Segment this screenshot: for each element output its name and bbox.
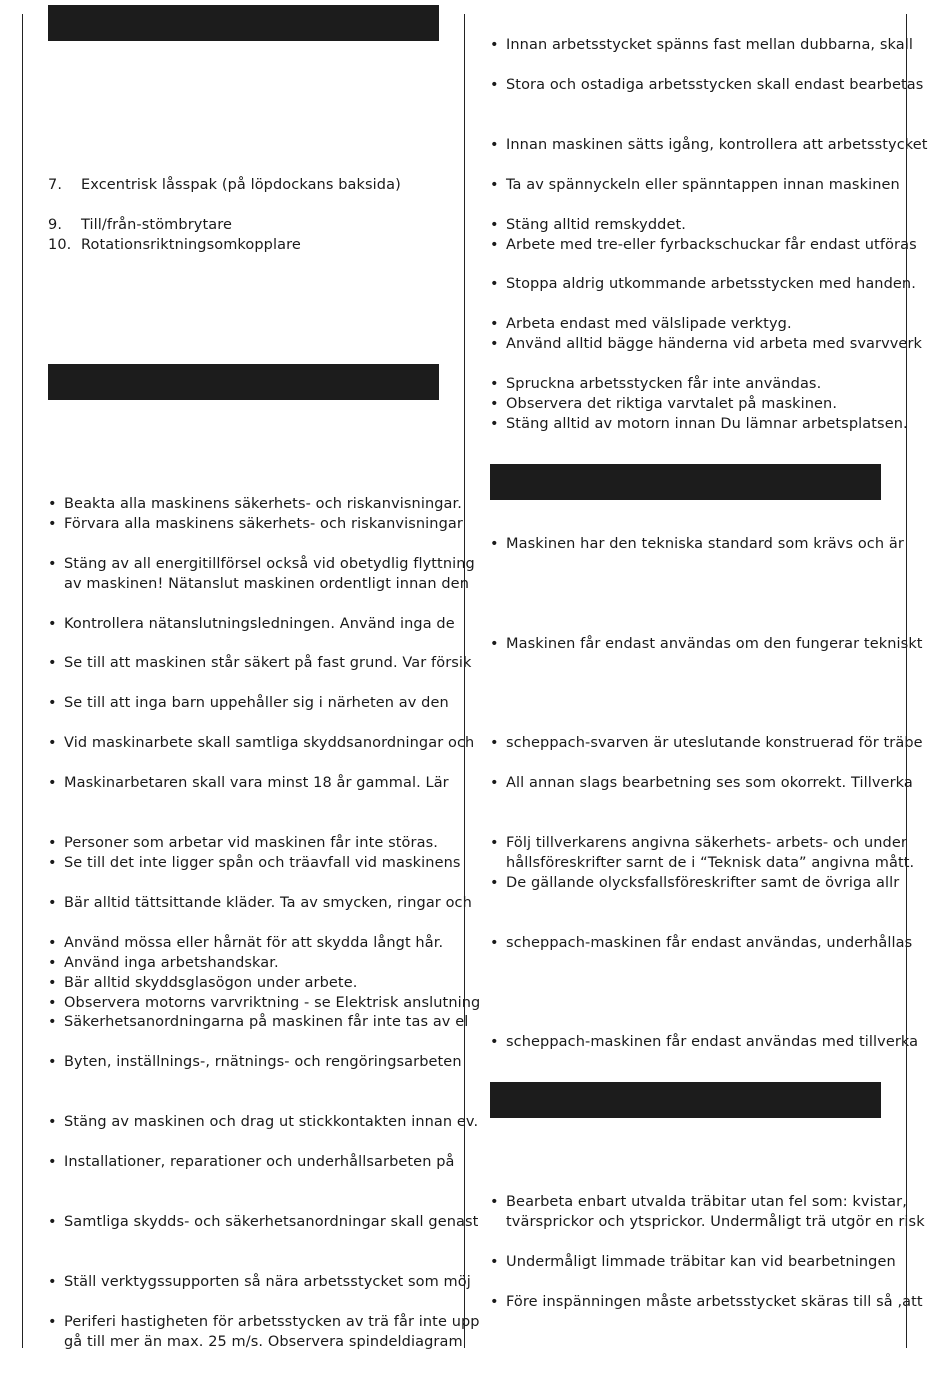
right-column: • Innan arbetsstycket spänns fast mellan dubbarna, skall • Stora och ostadiga arbetsstycken skall endast bearbetas • Innan maskinen sätts igång, kontrollera att arbetsstycket • Ta av spännyckeln eller spänntappen innan maskinen • Stäng alltid remskyddet. • Arbete med tre-eller fyrbackschuckar får endast utföras • Stoppa aldrig utkommande arbetsstycken med handen. • Arbeta endast med välslipade verktyg. • Använd alltid bägge händerna vid arbeta med svarvverk • Spruckna arbetsstycken får inte användas. • Observera det riktiga varvtalet på maskinen. • Stäng alltid av motorn innan Du lämnar arbetsplatsen. • Maskinen har den tekniska standard som krävs och är • Maskinen får endast användas om den fungerar tekniskt • scheppach-svarven är uteslutande konstruerad för träbe • All annan slags bearbetning ses som okorrekt. Tillverka • Följ tillverkarens angivna säkerhets- arbets- och under hållsföreskrifter sarnt de i “Teknisk data” angivna mått. • De gällande olycksfallsföreskrifter samt de övriga allr • scheppach-maskinen får endast användas, underhållas • scheppach-maskinen får endast användas med tillverka • Bearbeta enbart utvalda träbitar utan fel som: kvistar, tvärsprickor och ytsprickor. Undermåligt trä utgör en risk • Undermåligt limmade träbitar kan vid bearbetningen • Före inspänningen måste arbetsstycket skäras till så ,att: [490, 37, 928, 1310]
item-text: Rotationsriktningsomkopplare: [81, 237, 301, 253]
right-margin-rule: [906, 14, 907, 1348]
left-margin-rule: [22, 14, 23, 1348]
column-divider: [464, 14, 465, 1348]
item-number: 7.: [48, 177, 63, 193]
item-text: Excentrisk låsspak (på löpdockans baksida): [81, 177, 401, 193]
item-number: 10.: [48, 237, 72, 253]
item-number: 9.: [48, 217, 63, 233]
left-column: 7. Excentrisk låsspak (på löpdockans baksida) 9. Till/från-stömbrytare 10. Rotationsriktningsomkopplare • Beakta alla maskinens säkerhets- och riskanvisningar. • Förvara alla maskinens säkerhets- och riskanvisningar • Stäng av all energitillförsel också vid obetydlig flyttning av maskinen! Nätanslut maskinen ordentligt innan den • Kontrollera nätanslutningsledningen. Använd inga de • Se till att maskinen står säkert på fast grund. Var försik • Se till att inga barn uppehåller sig i närheten av den • Vid maskinarbete skall samtliga skyddsanordningar och • Maskinarbetaren skall vara minst 18 år gammal. Lär • Personer som arbetar vid maskinen får inte störas. • Se till det inte ligger spån och träavfall vid maskinens • Bär alltid tättsittande kläder. Ta av smycken, ringar och • Använd mössa eller hårnät för att skydda långt hår. • Använd inga arbetshandskar. • Bär alltid skyddsglasögon under arbete. • Observera motorns varvriktning - se Elektrisk anslutning • Säkerhetsanordningarna på maskinen får inte tas av el • Byten, inställnings-, rnätnings- och rengöringsarbeten • Stäng av maskinen och drag ut stickkontakten innan ev. • Installationer, reparationer och underhållsarbeten på • Samtliga skydds- och säkerhetsanordningar skall genast • Ställ verktygssupporten så nära arbetsstycket som möj • Periferi hastigheten för arbetsstycken av trä får inte upp gå till mer än max. 25 m/s. Observera spindeldiagram: [48, 177, 481, 1350]
item-text: Till/från-stömbrytare: [81, 217, 232, 233]
